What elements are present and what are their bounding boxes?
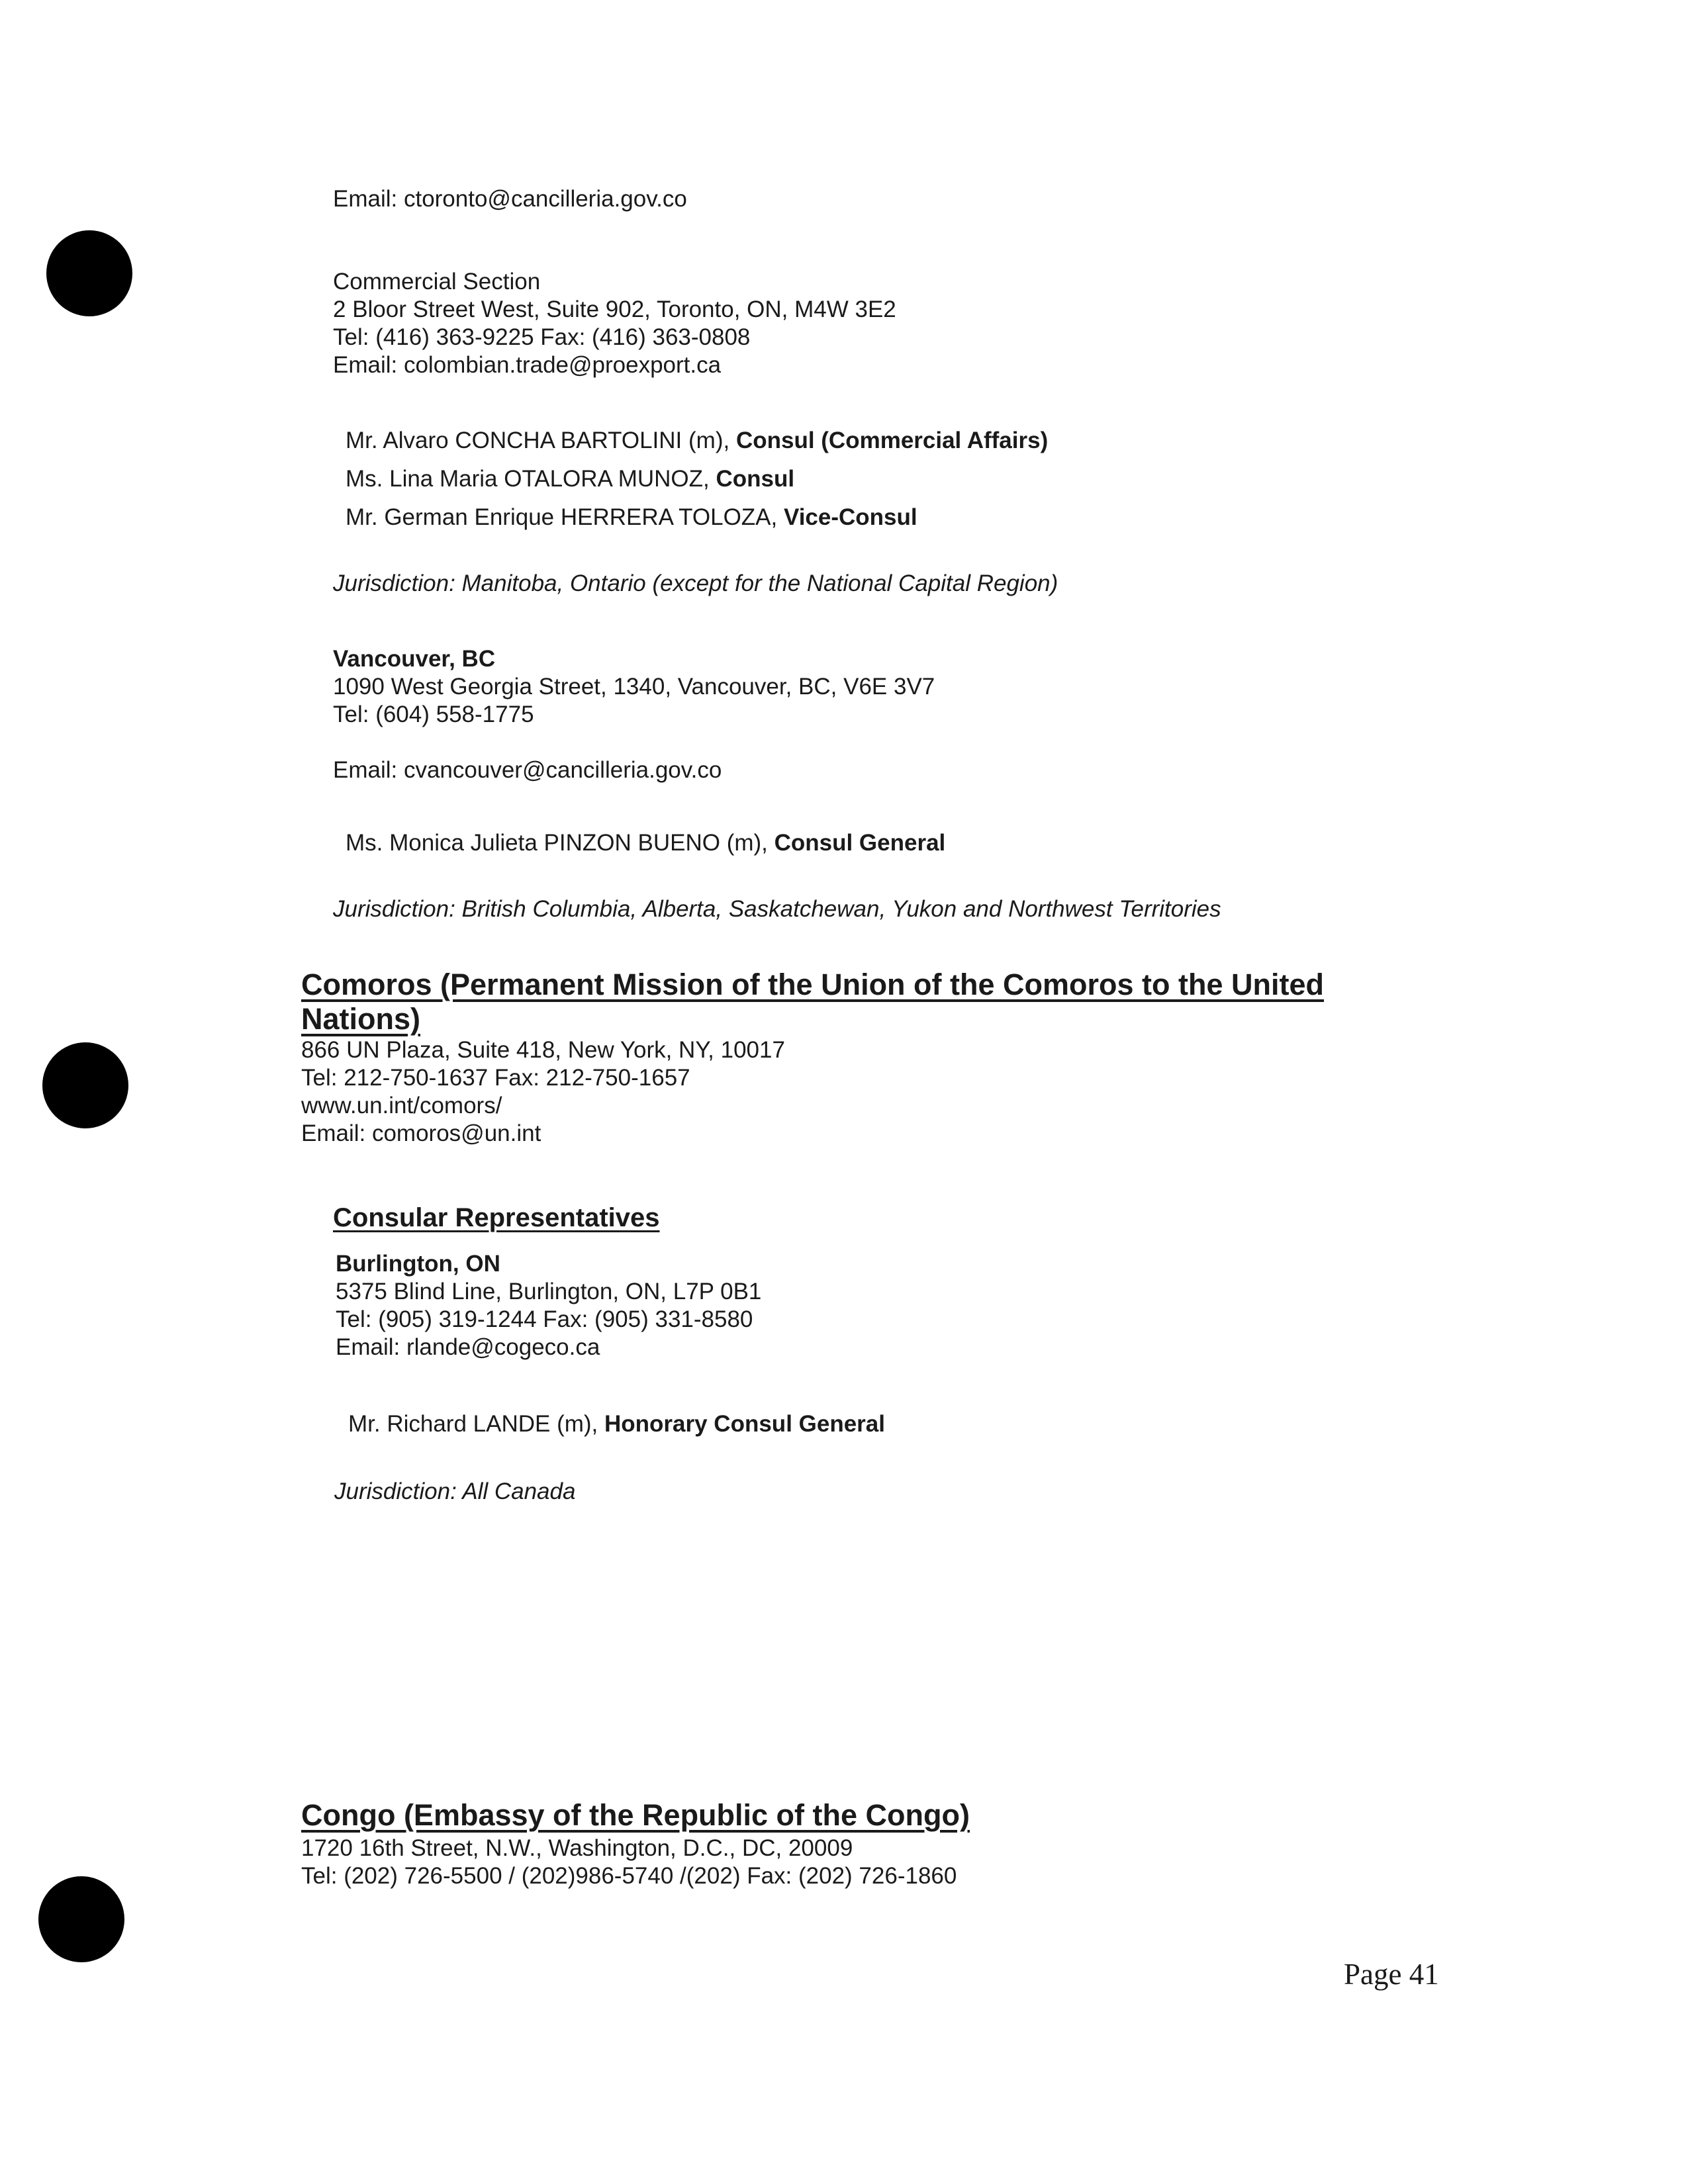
toronto-jurisdiction bbox=[333, 570, 1058, 598]
official-title: Consul General bbox=[774, 830, 946, 856]
jurisdiction-label: Jurisdiction: bbox=[333, 570, 455, 596]
official-entry bbox=[348, 1410, 885, 1438]
burlington-email: Email: rlande@cogeco.ca bbox=[336, 1334, 600, 1360]
comoros-email: Email: comoros@un.int bbox=[301, 1120, 541, 1146]
official-name: Ms. Monica Julieta PINZON BUENO (m), bbox=[346, 830, 774, 856]
congo-tel-fax: Tel: (202) 726-5500 / (202)986-5740 /(202) Fax: (202) 726-1860 bbox=[301, 1863, 957, 1889]
burlington-jurisdiction bbox=[334, 1478, 575, 1506]
commercial-section-title: Commercial Section bbox=[333, 269, 541, 295]
vancouver-city: Vancouver, BC bbox=[333, 646, 496, 672]
official-title: Consul (Commercial Affairs) bbox=[735, 428, 1049, 453]
jurisdiction-label: Jurisdiction: bbox=[334, 1479, 457, 1504]
vancouver-email: Email: cvancouver@cancilleria.gov.co bbox=[333, 757, 722, 783]
binder-hole-middle bbox=[42, 1042, 128, 1128]
comoros-address: 866 UN Plaza, Suite 418, New York, NY, 10017 bbox=[301, 1037, 785, 1063]
official-title: Consul bbox=[716, 466, 795, 492]
official-name: Ms. Lina Maria OTALORA MUNOZ, bbox=[346, 466, 716, 492]
official-entry bbox=[346, 829, 945, 857]
official-title: Vice-Consul bbox=[783, 504, 917, 530]
commercial-tel-fax: Tel: (416) 363-9225 Fax: (416) 363-0808 bbox=[333, 324, 751, 350]
jurisdiction-text: British Columbia, Alberta, Saskatchewan, Yukon and Northwest Territories bbox=[455, 896, 1221, 922]
comoros-tel-fax: Tel: 212-750-1637 Fax: 212-750-1657 bbox=[301, 1065, 690, 1091]
vancouver-tel: Tel: (604) 558-1775 bbox=[333, 702, 534, 727]
burlington-tel-fax: Tel: (905) 319-1244 Fax: (905) 331-8580 bbox=[336, 1306, 753, 1332]
burlington-city: Burlington, ON bbox=[336, 1251, 500, 1277]
official-name: Mr. German Enrique HERRERA TOLOZA, bbox=[346, 504, 784, 530]
comoros-heading-line1: Comoros (Permanent Mission of the Union of the Comoros to the United bbox=[301, 968, 1325, 1001]
consular-representatives-heading: Consular Representatives bbox=[333, 1203, 660, 1232]
burlington-address: 5375 Blind Line, Burlington, ON, L7P 0B1 bbox=[336, 1279, 762, 1304]
official-entry bbox=[346, 427, 1048, 455]
binder-hole-top bbox=[46, 230, 132, 316]
official-title: Honorary Consul General bbox=[604, 1411, 885, 1437]
official-name: Mr. Alvaro CONCHA BARTOLINI (m), bbox=[346, 428, 736, 453]
official-entry bbox=[346, 504, 917, 531]
congo-address: 1720 16th Street, N.W., Washington, D.C., DC, 20009 bbox=[301, 1835, 853, 1861]
comoros-website: www.un.int/comors/ bbox=[301, 1093, 502, 1118]
binder-hole-bottom bbox=[38, 1876, 124, 1962]
commercial-address: 2 Bloor Street West, Suite 902, Toronto, ON, M4W 3E2 bbox=[333, 296, 896, 322]
official-entry bbox=[346, 465, 794, 493]
vancouver-address: 1090 West Georgia Street, 1340, Vancouver, BC, V6E 3V7 bbox=[333, 674, 935, 700]
official-name: Mr. Richard LANDE (m), bbox=[348, 1411, 604, 1437]
jurisdiction-text: Manitoba, Ontario (except for the National Capital Region) bbox=[455, 570, 1058, 596]
commercial-email: Email: colombian.trade@proexport.ca bbox=[333, 352, 722, 378]
vancouver-jurisdiction bbox=[333, 895, 1221, 923]
jurisdiction-label: Jurisdiction: bbox=[333, 896, 455, 922]
comoros-heading-line2: Nations) bbox=[301, 1002, 420, 1036]
page-number: Page 41 bbox=[1344, 1958, 1439, 1991]
toronto-email: Email: ctoronto@cancilleria.gov.co bbox=[333, 186, 687, 212]
jurisdiction-text: All Canada bbox=[456, 1479, 576, 1504]
congo-heading: Congo (Embassy of the Republic of the Congo) bbox=[301, 1798, 970, 1832]
